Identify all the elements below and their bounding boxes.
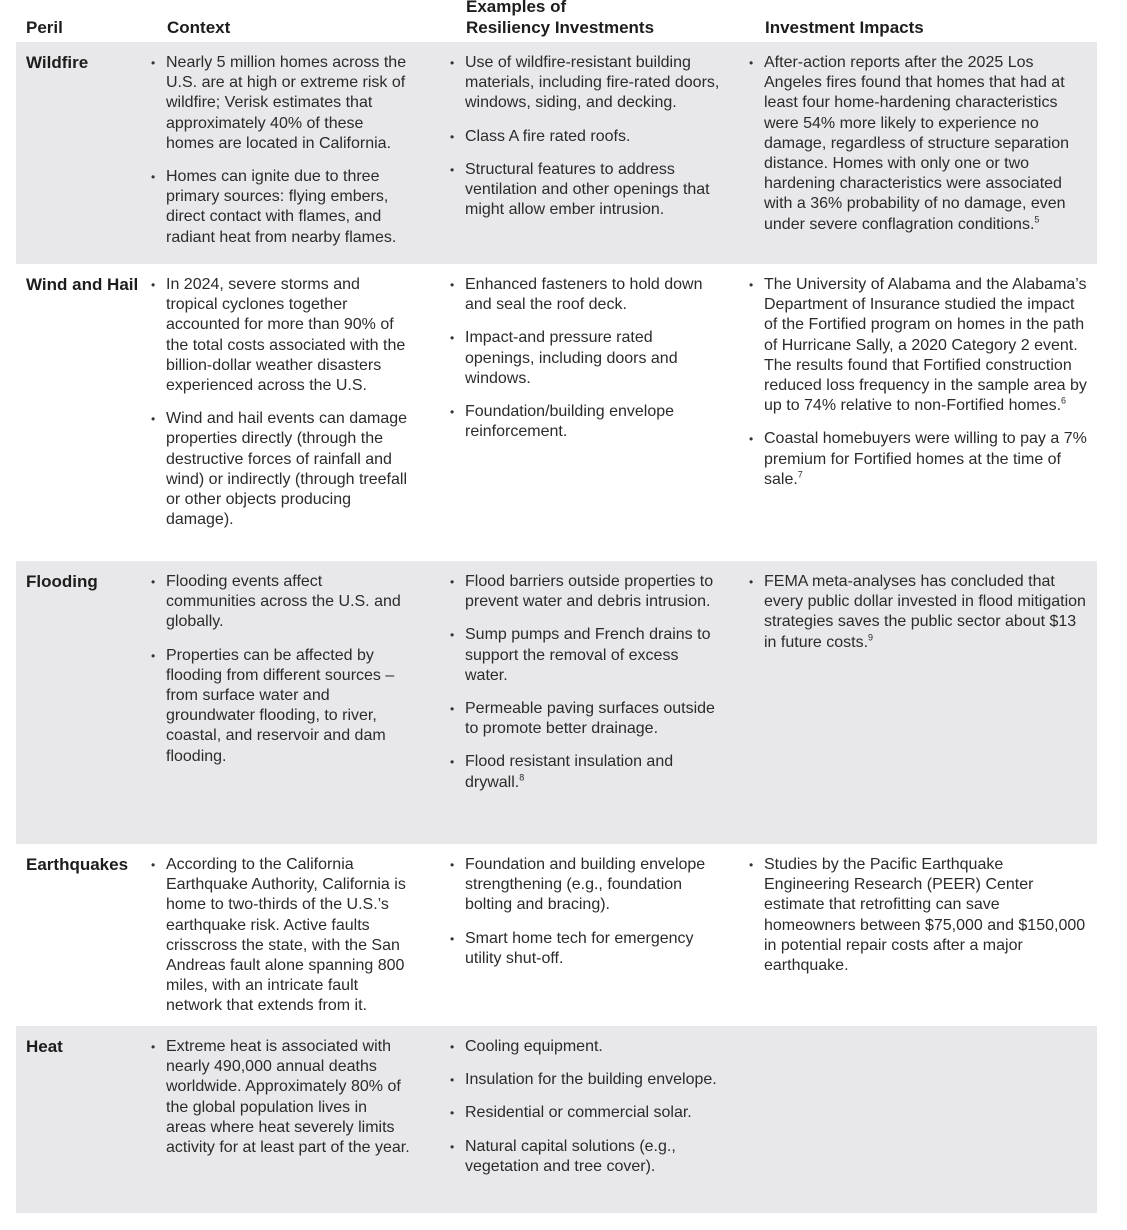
impact-item (747, 572, 1087, 653)
investment-item: • Flood barriers outside properties to prevent water and debris intrusion. (448, 572, 720, 612)
context-item: • Extreme heat is associated with nearly 490,000 annual deaths worldwide. Approximately 80% of the global population lives in areas where heat severely limits activity for at least part of the year. (149, 1037, 411, 1158)
context-item: • In 2024, severe storms and tropical cyclones together accounted for more than 90% of the total costs associated with the billion-dollar weather disasters experienced across the U.S. (149, 275, 411, 396)
context-list (149, 275, 411, 543)
investment-item: • Class A fire rated roofs. (448, 127, 720, 147)
peril-label: Heat (26, 1037, 63, 1056)
investments-list (448, 855, 720, 982)
investment-item: • Enhanced fasteners to hold down and seal the roof deck. (448, 275, 720, 315)
investment-item (448, 752, 720, 792)
investment-item: • Foundation/building envelope reinforcement. (448, 402, 720, 442)
header-peril: Peril (26, 18, 63, 37)
context-item: • Wind and hail events can damage properties directly (through the destructive forces of rainfall and wind) or indirectly (through treefall or other objects producing damage). (149, 409, 411, 530)
header-context: Context (167, 18, 231, 37)
investment-item: • Smart home tech for emergency utility shut-off. (448, 929, 720, 969)
investments-list (448, 53, 720, 233)
investment-item: • Structural features to address ventilation and other openings that might allow ember intrusion. (448, 160, 720, 221)
context-list (149, 572, 411, 780)
impacts-list (747, 572, 1087, 666)
impact-text: FEMA meta-analyses has concluded that every public dollar invested in flood mitigation strategies saves the public sector about $13 in future costs. (764, 573, 1086, 651)
impact-text: Studies by the Pacific Earthquake Engineering Research (PEER) Center estimate that retrofitting can save homeowners between $75,000 and $150,000 in potential repair costs after a major earthquake. (764, 856, 1086, 975)
context-item: • Flooding events affect communities across the U.S. and globally. (149, 572, 411, 633)
investment-item: • Insulation for the building envelope. (448, 1070, 720, 1090)
impact-item (747, 429, 1087, 490)
footnote-marker: 8 (519, 772, 525, 783)
investment-item: • Use of wildfire-resistant building materials, including fire-rated doors, windows, siding, and decking. (448, 53, 720, 114)
table-row-flooding (16, 561, 1097, 844)
table-row-wildfire (16, 42, 1097, 264)
table-row-earthquakes (16, 844, 1097, 1026)
peril-label: Wind and Hail (26, 275, 139, 294)
investment-item: • Impact-and pressure rated openings, including doors and windows. (448, 328, 720, 389)
context-item: • According to the California Earthquake Authority, California is home to two-thirds of the U.S.’s earthquake risk. Active faults crisscross the state, with the San Andreas fault alone spanning 800 miles, with an intricate fault network that extends from it. (149, 855, 411, 1017)
peril-label: Flooding (26, 572, 98, 591)
impact-item (747, 53, 1087, 235)
header-impacts: Investment Impacts (765, 18, 924, 37)
table-row-heat (16, 1026, 1097, 1213)
footnote-marker: 5 (1034, 214, 1040, 225)
context-list (149, 53, 411, 261)
table-row-wind-and-hail (16, 264, 1097, 561)
peril-label: Earthquakes (26, 855, 129, 874)
footnote-marker: 6 (1061, 395, 1067, 406)
investment-item: • Sump pumps and French drains to support the removal of excess water. (448, 625, 720, 686)
context-list (149, 1037, 411, 1171)
impact-text: Coastal homebuyers were willing to pay a 7% premium for Fortified homes at the time of sale. (764, 430, 1087, 488)
table-header (0, 0, 1127, 40)
investment-item: • Natural capital solutions (e.g., vegetation and tree cover). (448, 1137, 720, 1177)
investments-list (448, 275, 720, 455)
impacts-list (747, 275, 1087, 503)
impact-item (747, 275, 1087, 416)
investments-list (448, 1037, 720, 1190)
impact-text: The University of Alabama and the Alabama’s Department of Insurance studied the impact of the Fortified program on homes in the path of Hurricane Sally, a 2020 Category 2 event. The results found that Fortified construction reduced loss frequency in the sample area by up to 74% relative to non-Fortified homes. (764, 276, 1087, 415)
context-item: • Nearly 5 million homes across the U.S. are at high or extreme risk of wildfire; Verisk estimates that approximately 40% of these homes are located in California. (149, 53, 411, 154)
context-item: • Homes can ignite due to three primary sources: flying embers, direct contact with flames, and radiant heat from nearby flames. (149, 167, 411, 248)
investments-list (448, 572, 720, 806)
footnote-marker: 7 (797, 469, 803, 480)
peril-label: Wildfire (26, 53, 89, 72)
footnote-marker: 9 (868, 632, 874, 643)
investment-text: Flood resistant insulation and drywall. (465, 753, 674, 791)
context-item: • Properties can be affected by flooding from different sources – from surface water and groundwater flooding, to river, coastal, and reservoir and dam flooding. (149, 646, 411, 767)
header-examples-line2: Resiliency Investments (466, 18, 655, 37)
investment-item: • Permeable paving surfaces outside to promote better drainage. (448, 699, 720, 739)
investment-item: • Residential or commercial solar. (448, 1103, 720, 1123)
impact-text: After-action reports after the 2025 Los Angeles fires found that homes that had at least four home-hardening characteristics were 54% more likely to experience no damage, regardless of structure separation distance. Homes with only one or two hardening characteristics were associated with a 36% probability of no damage, even under severe conflagration conditions. (764, 54, 1070, 233)
impacts-list (747, 855, 1087, 989)
impacts-list (747, 53, 1087, 248)
investment-item: • Foundation and building envelope strengthening (e.g., foundation bolting and bracing). (448, 855, 720, 916)
investment-item: • Cooling equipment. (448, 1037, 720, 1057)
context-list (149, 855, 411, 1030)
impact-item (747, 855, 1087, 976)
header-examples-line1: Examples of (466, 0, 567, 16)
